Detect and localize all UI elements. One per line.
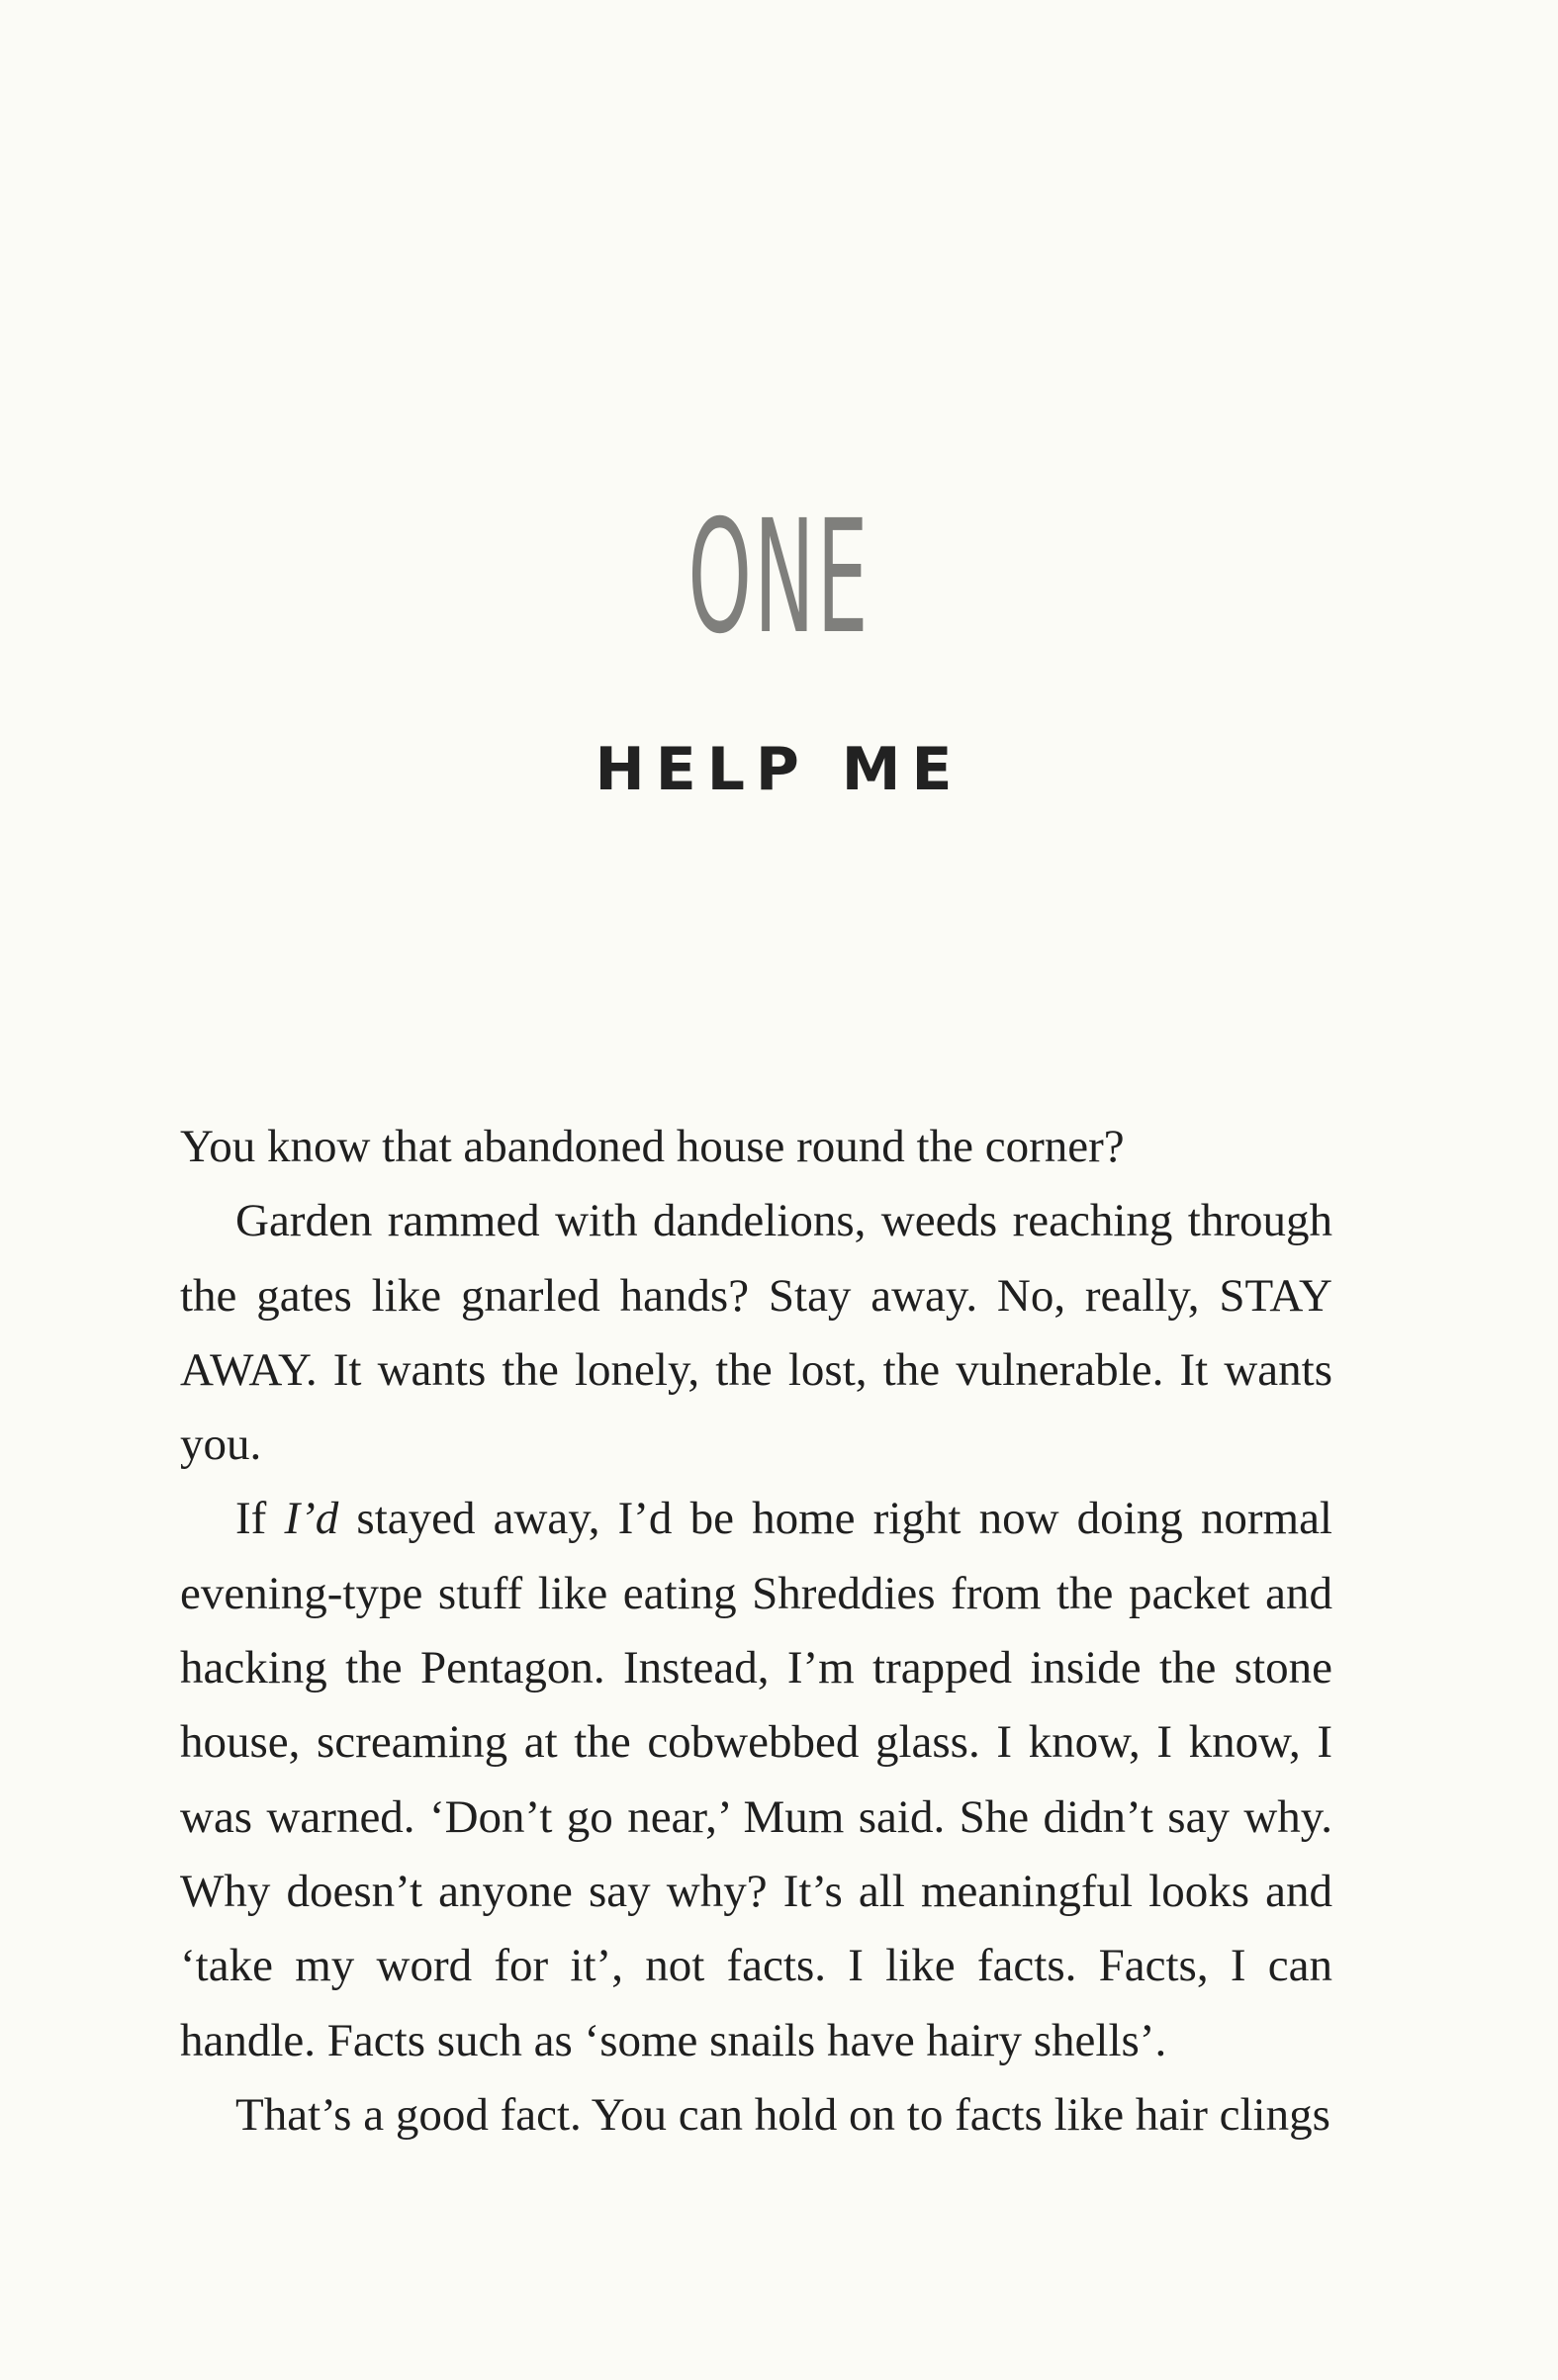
chapter-number: ONE (687, 487, 871, 669)
paragraph-text: Garden rammed with dandelions, weeds reaching through the gates like gnarled hands? Stay away. No, really, STAY AWAY. It wants the lonely, the lost, the vulnerable. It wants you. (180, 1195, 1332, 1471)
paragraph (180, 2078, 1332, 2152)
paragraph-text: That’s a good fact. You can hold on to facts like hair clings (235, 2088, 1330, 2141)
chapter-body (180, 1110, 1332, 2152)
paragraph-text: You know that abandoned house round the corner? (180, 1121, 1125, 1172)
emphasized-word: I’d (284, 1493, 339, 1545)
paragraph-lead: If (235, 1493, 285, 1545)
paragraph-text: stayed away, I’d be home right now doing normal evening-type stuff like eating Shreddies from the packet and hacking the Pentagon. Instead, I’m trapped inside the stone house, screaming at the cobwebbed glass. I know, I know, I was warned. ‘Don’t go near,’ Mum said. She didn’t say why. Why doesn’t anyone say why? It’s all meaningful looks and ‘take my word for it’, not facts. I like facts. Facts, I can handle. Facts such as ‘some snails have hairy shells’. (180, 1493, 1332, 2066)
paragraph (180, 1184, 1332, 1482)
paragraph (180, 1482, 1332, 2077)
chapter-title: HELP ME (595, 735, 963, 804)
paragraph (180, 1110, 1332, 1184)
